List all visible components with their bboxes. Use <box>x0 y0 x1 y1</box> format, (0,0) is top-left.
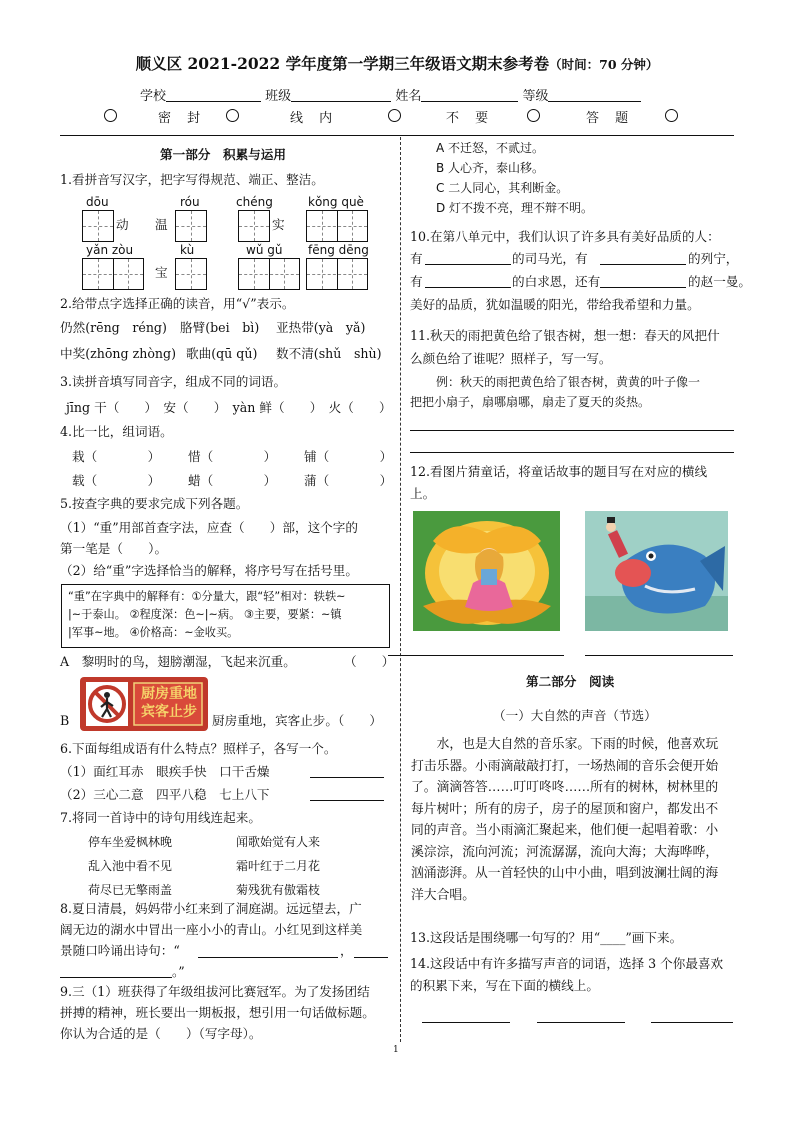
pinyin: yǎn zòu <box>86 243 134 257</box>
q4-blank[interactable]: 载（ ） <box>72 473 161 488</box>
q10-text: 有 <box>410 251 423 266</box>
q11-example: 例：秋天的雨把黄色给了银杏树，黄黄的叶子像一 <box>436 375 701 389</box>
q9-text: 你认为合适的是（ ）（写字母）。 <box>60 1026 262 1041</box>
seal-text: 不 要 <box>446 111 495 126</box>
writing-grid[interactable] <box>175 258 207 290</box>
q2-option[interactable]: 亚热带(yà yǎ) <box>276 320 366 335</box>
pinyin: kǒng què <box>308 195 364 209</box>
answer-line[interactable] <box>600 264 686 265</box>
q6-text: 6.下面每组成语有什么特点？照样子，各写一个。 <box>60 741 337 756</box>
q2-option[interactable]: 胳臂(bei bì) <box>180 320 260 335</box>
answer-line[interactable] <box>651 1022 733 1023</box>
q8-text: 8.夏日清晨，妈妈带小红来到了洞庭湖。远远望去，广 <box>60 901 362 916</box>
q2-option[interactable]: 仍然(rēng réng) <box>60 320 167 335</box>
answer-line[interactable] <box>600 287 686 288</box>
seal-text: 线 内 <box>290 111 339 126</box>
seal-circle <box>388 109 401 122</box>
seal-text: 密 封 <box>158 111 207 126</box>
exam-title: 顺义区 2021-2022 学年度第一学期三年级语文期末参考卷（时间：70 分钟） <box>135 54 659 73</box>
tin-soldier-image <box>585 511 728 631</box>
given-char: 动 <box>116 217 129 232</box>
given-char: 实 <box>272 217 285 232</box>
q10-text: 的列宁， <box>688 251 739 266</box>
writing-grid[interactable] <box>82 258 144 290</box>
pinyin: fēng dēng <box>308 243 369 257</box>
part1-title: 第一部分 积累与运用 <box>160 147 286 162</box>
q5-text: 5.按查字典的要求完成下列各题。 <box>60 496 249 511</box>
q14-text: 的积累下来，写在下面的横线上。 <box>410 978 599 993</box>
dictionary-line: |军事~地。 ④价格高：~金收买。 <box>68 626 239 639</box>
sign-text: 厨房重地 宾客止步 <box>141 686 197 720</box>
q10-text: 的白求恩，还有 <box>512 274 601 289</box>
answer-line[interactable] <box>354 957 388 958</box>
writing-grid[interactable] <box>238 210 270 242</box>
q10-text: 有 <box>410 274 423 289</box>
q3-blanks[interactable]: jīng 干（ ） 安（ ） yàn 鲜（ ） 火（ ） <box>66 400 392 415</box>
column-divider <box>400 137 401 1042</box>
q14-text: 14.这段话中有许多描写声音的词语，选择 3 个你最喜欢 <box>410 956 724 971</box>
name-label: 姓名 <box>395 89 422 104</box>
student-info-row <box>140 85 641 104</box>
q4-blank[interactable]: 惜（ ） <box>188 449 277 464</box>
writing-grid[interactable] <box>238 258 300 290</box>
pinyin: kù <box>180 243 195 257</box>
q11-text: 11.秋天的雨把黄色给了银杏树，想一想：春天的风把什 <box>410 328 720 343</box>
passage-title: （一）大自然的声音（节选） <box>493 708 657 723</box>
answer-paren[interactable]: （ ） <box>344 654 395 669</box>
dictionary-line: “重”在字典中的解释有：①分量大，跟“轻”相对：轶轶~ <box>68 590 346 603</box>
header-divider <box>60 135 734 136</box>
answer-line[interactable] <box>310 800 384 801</box>
q4-blank[interactable]: 蜡（ ） <box>188 473 277 488</box>
q5-option-b: 厨房重地，宾客止步。（ ） <box>212 713 383 728</box>
q5-sub2: （2）给“重”字选择恰当的解释，将序号写在括号里。 <box>60 563 358 578</box>
pinyin: róu <box>180 195 200 209</box>
q2-option[interactable]: 歌曲(qū qǔ) <box>186 346 258 361</box>
seal-circle <box>527 109 540 122</box>
answer-line[interactable] <box>60 977 172 978</box>
page-number: 1 <box>393 1045 399 1055</box>
grade-field[interactable] <box>548 87 641 102</box>
q2-option[interactable]: 中奖(zhōng zhòng) <box>60 346 177 361</box>
q6-sub2: （2）三心二意 四平八稳 七上八下 <box>60 787 270 802</box>
grade-label: 等级 <box>522 89 549 104</box>
poem-line[interactable]: 闻歌始觉有人来 <box>236 835 321 849</box>
q9-option[interactable]: B 人心齐，泰山移。 <box>436 161 545 175</box>
class-label: 班级 <box>265 89 292 104</box>
q2-text: 2.给带点字选择正确的读音，用“√”表示。 <box>60 296 295 311</box>
writing-grid[interactable] <box>306 258 368 290</box>
q9-text: 拼搏的精神，班长要出一期板报，想引用一句话做标题。 <box>60 1005 375 1020</box>
answer-line[interactable] <box>410 430 734 431</box>
q5-option-b-label: B <box>60 713 70 728</box>
q7-text: 7.将同一首诗中的诗句用线连起来。 <box>60 810 261 825</box>
q3-text: 3.读拼音填写同音字，组成不同的词语。 <box>60 374 287 389</box>
q12-text: 12.看图片猜童话，将童话故事的题目写在对应的横线 <box>410 464 708 479</box>
q2-option[interactable]: 数不清(shǔ shù) <box>276 346 382 361</box>
given-char: 宝 <box>155 265 168 280</box>
q10-text: 美好的品质，犹如温暖的阳光，带给我希望和力量。 <box>410 297 700 312</box>
q13-text: 13.这段话是围绕哪一句写的？用“____”画下来。 <box>410 930 683 945</box>
class-field[interactable] <box>291 87 391 102</box>
q5-option-a: A 黎明时的鸟，翅膀潮湿，飞起来沉重。 <box>60 654 296 669</box>
poem-line[interactable]: 菊残犹有傲霜枝 <box>236 883 321 897</box>
answer-line[interactable] <box>425 287 511 288</box>
poem-line[interactable]: 霜叶红于二月花 <box>236 859 321 873</box>
q10-text: 10.在第八单元中，我们认识了许多具有美好品质的人： <box>410 229 720 244</box>
q10-text: 的司马光，有 <box>512 251 588 266</box>
writing-grid[interactable] <box>175 210 207 242</box>
answer-line[interactable] <box>425 264 511 265</box>
part2-title: 第二部分 阅读 <box>526 674 615 689</box>
q4-blank[interactable]: 铺（ ） <box>304 449 393 464</box>
q6-sub1: （1）面红耳赤 眼疾手快 口干舌燥 <box>60 764 270 779</box>
given-char: 温 <box>155 217 168 232</box>
seal-circle <box>665 109 678 122</box>
q12-text: 上。 <box>410 486 436 501</box>
answer-line[interactable] <box>537 1022 625 1023</box>
poem-line[interactable]: 乱入池中看不见 <box>88 859 173 873</box>
seal-text: 答 题 <box>586 111 635 126</box>
pinyin: wǔ gǔ <box>246 243 283 257</box>
writing-grid[interactable] <box>306 210 368 242</box>
comma: ， <box>340 943 353 958</box>
q9-option[interactable]: C 二人同心，其利断金。 <box>436 181 569 195</box>
answer-line[interactable] <box>198 957 338 958</box>
q9-option[interactable]: D 灯不拨不亮，理不辩不明。 <box>436 201 594 215</box>
school-field[interactable] <box>166 87 261 102</box>
girl-in-flower-icon <box>413 511 560 631</box>
answer-line[interactable] <box>585 655 733 656</box>
thumbelina-image <box>413 511 560 631</box>
reading-passage: 水，也是大自然的音乐家。下雨的时候，他喜欢玩打击乐器。小雨滴敲敲打打，一场热闹的音乐会便开始了。滴滴答答……叮叮咚咚……所有的树林，树林里的每片树叶；所有的房子，房子的屋顶和窗户，都发出不同的声音。当小雨滴汇聚起来，他们便一起唱着歌：小溪淙淙，流向河流；河流潺潺，流向大海；大海哗哗，汹涌澎湃。从一首轻快的山中小曲，唱到波澜壮阔的海洋大合唱。 <box>411 737 719 903</box>
seal-circle <box>226 109 239 122</box>
q4-blank[interactable]: 栽（ ） <box>72 449 161 464</box>
q11-example: 把把小扇子，扇哪扇哪，扇走了夏天的炎热。 <box>410 395 651 409</box>
q8-text: 景随口吟诵出诗句：“ <box>60 943 180 958</box>
answer-line[interactable] <box>310 777 384 778</box>
answer-line[interactable] <box>410 452 734 453</box>
poem-line[interactable]: 停车坐爱枫林晚 <box>88 835 173 849</box>
kitchen-sign-image <box>80 677 208 731</box>
name-field[interactable] <box>421 87 518 102</box>
q1-text: 1.看拼音写汉字，把字写得规范、端正、整洁。 <box>60 172 324 187</box>
q5-sub1: （1）“重”用部首查字法，应查（ ）部，这个字的 <box>60 520 358 535</box>
q4-blank[interactable]: 蒲（ ） <box>304 473 393 488</box>
q9-text: 9.三（1）班获得了年级组拔河比赛冠军。为了发扬团结 <box>60 984 370 999</box>
pinyin: chéng <box>236 195 273 209</box>
seal-circle <box>104 109 117 122</box>
school-label: 学校 <box>140 89 167 104</box>
answer-line[interactable] <box>388 655 564 656</box>
q11-text: 么颜色给了谁呢？照样子，写一写。 <box>410 351 612 366</box>
dictionary-line: |~于泰山。 ②程度深：色~|~病。 ③主要，要紧：~镇 <box>68 608 342 621</box>
poem-line[interactable]: 荷尽已无擎雨盖 <box>88 883 173 897</box>
q5-sub1: 第一笔是（ ）。 <box>60 541 168 556</box>
q4-text: 4.比一比，组词语。 <box>60 424 173 439</box>
fish-soldier-icon <box>585 511 728 631</box>
q10-text: 的赵一曼。 <box>688 274 751 289</box>
writing-grid[interactable] <box>82 210 114 242</box>
q8-text: 。” <box>172 964 185 979</box>
q8-text: 阔无边的湖水中冒出一座小小的青山。小红见到这样美 <box>60 922 363 937</box>
q9-option[interactable]: A 不迁怒，不贰过。 <box>436 141 545 155</box>
answer-line[interactable] <box>422 1022 510 1023</box>
pinyin: dōu <box>86 195 109 209</box>
